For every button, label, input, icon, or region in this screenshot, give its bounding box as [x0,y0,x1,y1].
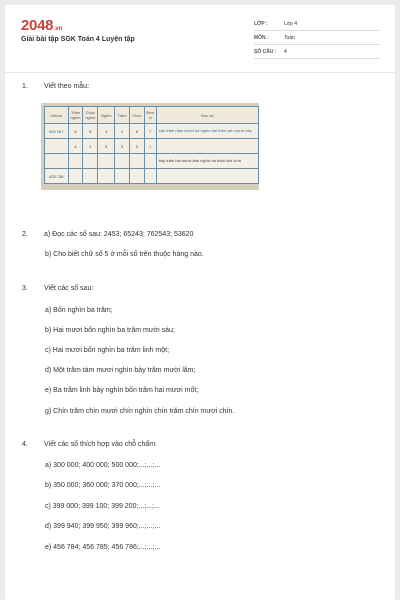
table-cell: sáu trăm năm mươi ba nghìn hai trăm sáu mươi bảy [156,124,258,139]
question-number: 1. [22,83,28,90]
list-item: b) 350 000; 360 000; 370 000;...;...;... [45,482,161,489]
table-header: Chục [129,107,144,124]
question-text: Viết các số sau: [44,285,94,292]
site-logo[interactable] [21,17,62,34]
place-value-table [44,106,259,184]
question-text: Viết các số thích hợp vào chỗ chấm: [44,441,158,448]
list-item: e) 456 784; 456 785; 456 786;...;...;... [45,544,161,551]
table-header: Nghìn [98,107,115,124]
logo-suffix: .vn [54,26,62,32]
table-cell: bảy trăm hai mươi tám nghìn ba trăm linh chín [156,154,258,169]
logo-text: 2048 [21,17,54,34]
question-number: 4. [22,441,28,448]
question-number: 3. [22,285,28,292]
table-cell: 2 [83,139,98,154]
meta-row-subject [254,31,380,45]
list-item: b) Hai mươi bốn nghìn ba trăm mười sáu; [45,327,175,334]
table-cell: 6 [129,124,144,139]
meta-row-question-count [254,45,380,59]
list-item: a) 300 000; 400 000; 500 000;...;...;... [45,462,161,469]
table-photo [41,103,259,190]
table-cell: 6 [68,124,83,139]
table-cell: 1 [144,139,156,154]
table-header: Trăm nghìn [68,107,83,124]
question-text: a) Đọc các số sau: 2453; 65243; 762543; 53620 [44,231,194,238]
meta-value: 4 [284,49,287,55]
meta-key: SỐ CÂU : [254,49,277,55]
table-cell [98,169,115,184]
table-cell: 3 [98,124,115,139]
list-item: c) Hai mươi bốn nghìn ba trăm linh một; [45,347,170,354]
table-cell: 0 [129,139,144,154]
list-item: d) 399 940; 399 950; 399 960;...;...;... [45,523,161,530]
table-cell [115,154,130,169]
table-cell [68,169,83,184]
list-item: d) Một trăm tám mươi nghìn bảy trăm mười lăm; [45,367,196,374]
list-item: e) Ba trăm linh bảy nghìn bốn trăm hai mươi mốt; [45,387,199,394]
table-header: Đơn vị [144,107,156,124]
table-cell [156,169,258,184]
table-row [45,124,259,139]
header-divider [5,72,395,73]
table-header: Trăm [115,107,130,124]
table-cell [144,169,156,184]
table-cell: 4 [68,139,83,154]
question-2-part-b: b) Cho biết chữ số 5 ở mỗi số trên thuộc hàng nào. [45,251,204,258]
document-page [5,5,395,600]
table-row [45,139,259,154]
table-cell [129,169,144,184]
table-cell: 3 [115,139,130,154]
table-cell [144,154,156,169]
table-row [45,169,259,184]
table-header: Viết số [45,107,69,124]
document-header [5,5,395,69]
list-item: g) Chín trăm chín mươi chín nghìn chín trăm chín mươi chín. [45,408,235,415]
meta-value: Lớp 4 [284,21,298,27]
table-header: Đọc số [156,107,258,124]
question-number: 2. [22,231,28,238]
table-cell: 7 [144,124,156,139]
table-cell [115,169,130,184]
table-row [45,154,259,169]
question-text: Viết theo mẫu: [44,83,90,90]
table-cell [68,154,83,169]
meta-key: MÔN : [254,35,269,41]
table-cell [98,154,115,169]
table-cell: 5 [83,124,98,139]
list-item: c) 399 000; 399 100; 399 200;...;...;... [45,503,160,510]
document-title: Giải bài tập SGK Toán 4 Luyện tập [21,36,135,43]
table-cell [45,154,69,169]
meta-row-grade [254,17,380,31]
table-cell [45,139,69,154]
table-header-row [45,107,259,124]
table-cell: 2 [115,124,130,139]
table-cell: 425 736 [45,169,69,184]
meta-key: LỚP : [254,21,268,27]
table-cell [156,139,258,154]
meta-value: Toán [284,35,295,41]
table-cell [83,169,98,184]
table-header: Chục nghìn [83,107,98,124]
table-cell [129,154,144,169]
table-cell [83,154,98,169]
table-cell: 653 267 [45,124,69,139]
list-item: a) Bốn nghìn ba trăm; [45,307,113,314]
table-cell: 5 [98,139,115,154]
